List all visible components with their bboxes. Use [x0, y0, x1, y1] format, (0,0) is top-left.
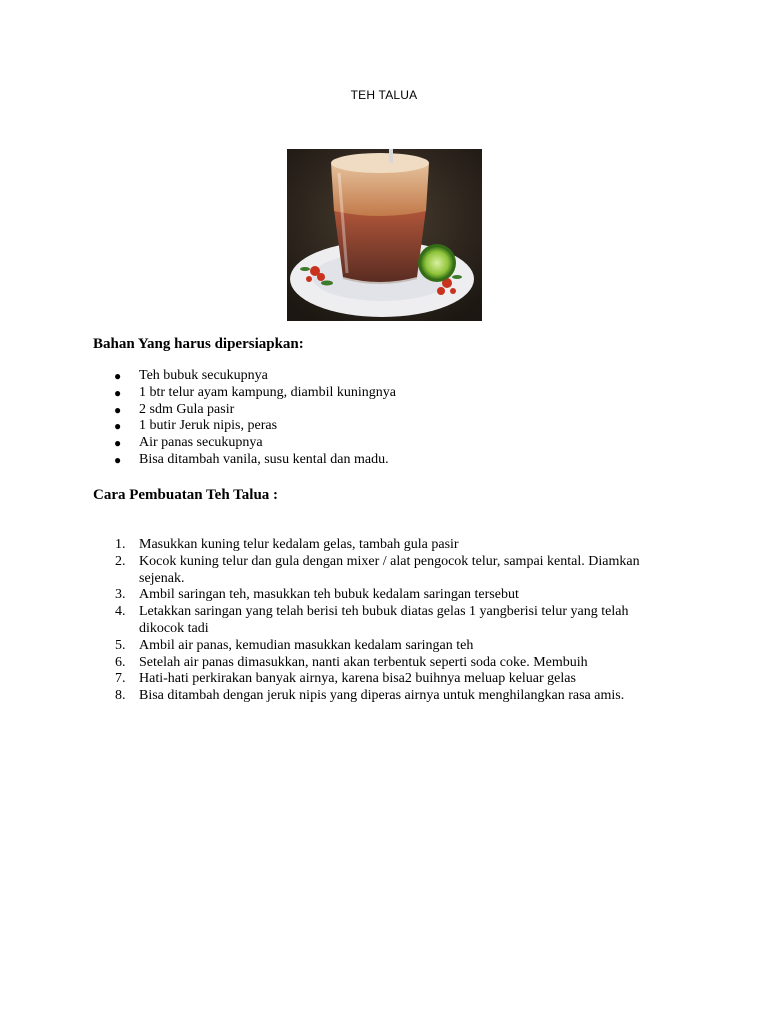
- bullet-icon: ●: [114, 436, 122, 451]
- step-text: Kocok kuning telur dan gula dengan mixer / alat pengocok telur, sampai kental. Diamkan sejenak.: [139, 553, 640, 586]
- step-number: 3.: [115, 587, 126, 603]
- step-text: Bisa ditambah dengan jeruk nipis yang diperas airnya untuk menghilangkan rasa amis.: [139, 688, 625, 704]
- step-text: Ambil air panas, kemudian masukkan kedalam saringan teh: [139, 637, 474, 653]
- bullet-icon: ●: [114, 452, 122, 467]
- step-text: Hati-hati perkirakan banyak airnya, karena bisa2 buihnya meluap keluar gelas: [139, 671, 576, 687]
- list-item: ● Air panas secukupnya: [114, 435, 263, 451]
- bullet-icon: ●: [114, 402, 122, 417]
- list-item: [93, 688, 658, 705]
- step-number: 7.: [115, 671, 126, 687]
- ingredients-heading: Bahan Yang harus dipersiapkan:: [93, 336, 304, 352]
- ingredients-list: [93, 368, 693, 469]
- step-number: 2.: [115, 553, 126, 569]
- teh-talua-photo: [287, 149, 482, 321]
- step-text: Ambil saringan teh, masukkan teh bubuk kedalam saringan tersebut: [139, 587, 519, 603]
- step-text: Letakkan saringan yang telah berisi teh bubuk diatas gelas 1 yangberisi telur yang telah dikocok tadi: [139, 604, 629, 636]
- step-text: Setelah air panas dimasukkan, nanti akan terbentuk seperti soda coke. Membuih: [139, 654, 588, 670]
- list-item: ● Teh bubuk secukupnya: [114, 368, 268, 383]
- list-item: [93, 671, 658, 688]
- step-number: 1.: [115, 537, 126, 552]
- step-number: 5.: [115, 637, 126, 653]
- list-item: ● Bisa ditambah vanila, susu kental dan madu.: [114, 451, 389, 467]
- step-text: Masukkan kuning telur kedalam gelas, tambah gula pasir: [139, 537, 459, 552]
- steps-list: [93, 537, 658, 705]
- method-heading: Cara Pembuatan Teh Talua :: [93, 487, 279, 503]
- step-number: 8.: [115, 688, 126, 704]
- list-item: [93, 604, 658, 638]
- list-item: [93, 537, 658, 554]
- list-item: ● 2 sdm Gula pasir: [114, 401, 235, 417]
- list-item: [93, 587, 658, 604]
- step-number: 6.: [115, 654, 126, 670]
- list-item: [93, 638, 658, 655]
- document-title: TEH TALUA: [350, 88, 418, 102]
- bullet-icon: ●: [114, 385, 122, 400]
- step-number: 4.: [115, 604, 126, 620]
- list-item: ● 1 butir Jeruk nipis, peras: [114, 418, 278, 434]
- list-item: [93, 554, 658, 588]
- bullet-icon: ●: [114, 419, 122, 434]
- list-item: [93, 655, 658, 672]
- list-item: ● 1 btr telur ayam kampung, diambil kuningnya: [114, 384, 397, 400]
- bullet-icon: ●: [114, 369, 122, 383]
